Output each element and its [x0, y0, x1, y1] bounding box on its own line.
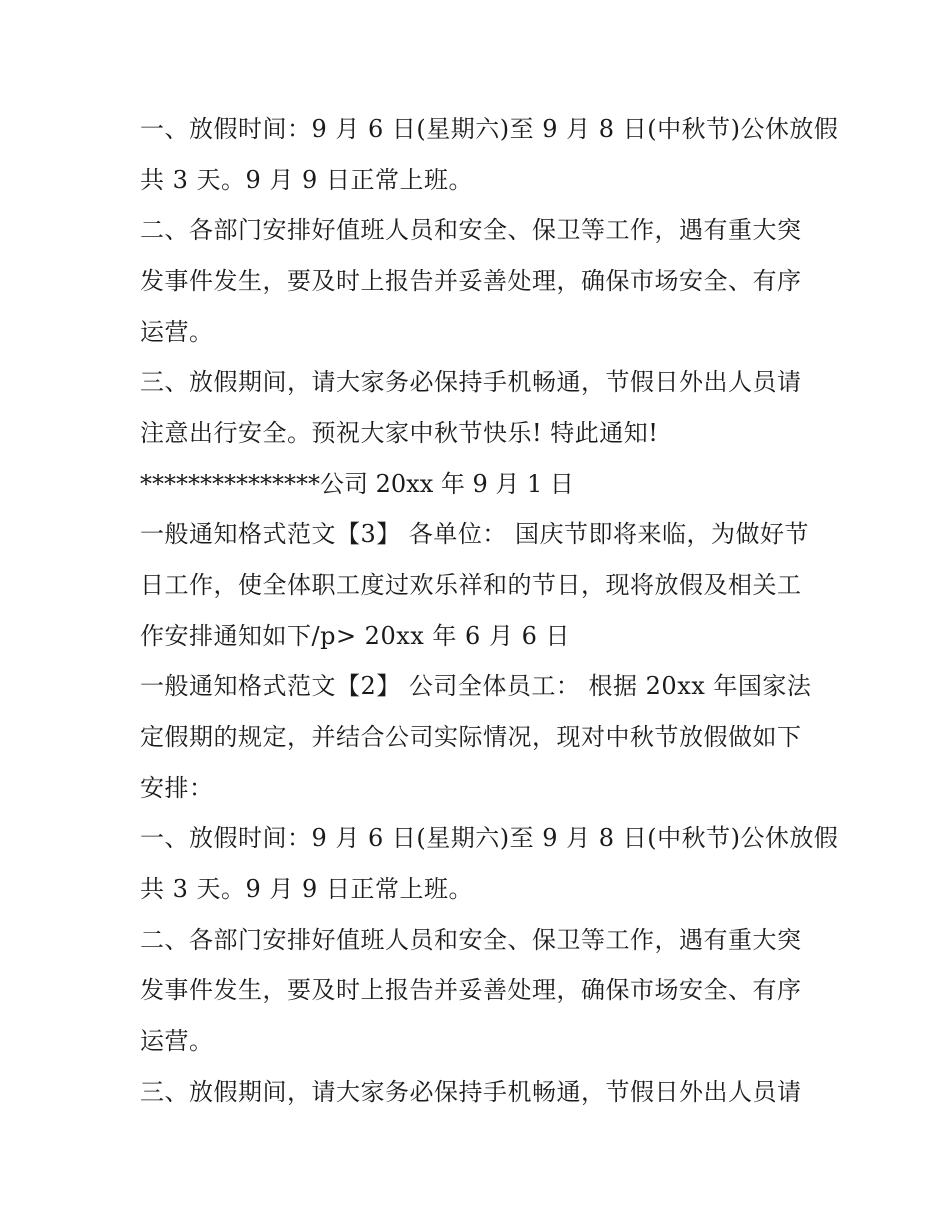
signature-line: ***************公司 20xx 年 9 月 1 日 [140, 470, 574, 498]
text-line: 三、放假期间，请大家务必保持手机畅通，节假日外出人员请 [140, 368, 802, 396]
text-line: 定假期的规定，并结合公司实际情况，现对中秋节放假做如下 [140, 723, 802, 751]
text-line: 三、放假期间，请大家务必保持手机畅通，节假日外出人员请 [140, 1078, 802, 1106]
text-line: 共 3 天。9 月 9 日正常上班。 [140, 875, 473, 903]
text-line: 二、各部门安排好值班人员和安全、保卫等工作，遇有重大突 [140, 926, 802, 954]
text-line: 运营。 [140, 1027, 214, 1055]
text-line: 一、放假时间：9 月 6 日(星期六)至 9 月 8 日(中秋节)公休放假 [140, 824, 839, 852]
section-heading-line: 一般通知格式范文【3】 各单位： 国庆节即将来临，为做好节 [140, 520, 810, 548]
section-heading-line: 一般通知格式范文【2】 公司全体员工： 根据 20xx 年国家法 [140, 672, 812, 700]
text-line: 发事件发生，要及时上报告并妥善处理，确保市场安全、有序 [140, 267, 802, 295]
text-line: 运营。 [140, 318, 214, 346]
text-line: 发事件发生，要及时上报告并妥善处理，确保市场安全、有序 [140, 976, 802, 1004]
text-line: 一、放假时间：9 月 6 日(星期六)至 9 月 8 日(中秋节)公休放假 [140, 115, 839, 143]
text-line: 二、各部门安排好值班人员和安全、保卫等工作，遇有重大突 [140, 216, 802, 244]
text-line: 注意出行安全。预祝大家中秋节快乐! 特此通知! [140, 419, 659, 447]
text-line: 共 3 天。9 月 9 日正常上班。 [140, 166, 473, 194]
text-line: 作安排通知如下/p> 20xx 年 6 月 6 日 [140, 622, 570, 650]
text-line: 日工作，使全体职工度过欢乐祥和的节日，现将放假及相关工 [140, 571, 802, 599]
text-line: 安排： [140, 774, 214, 802]
